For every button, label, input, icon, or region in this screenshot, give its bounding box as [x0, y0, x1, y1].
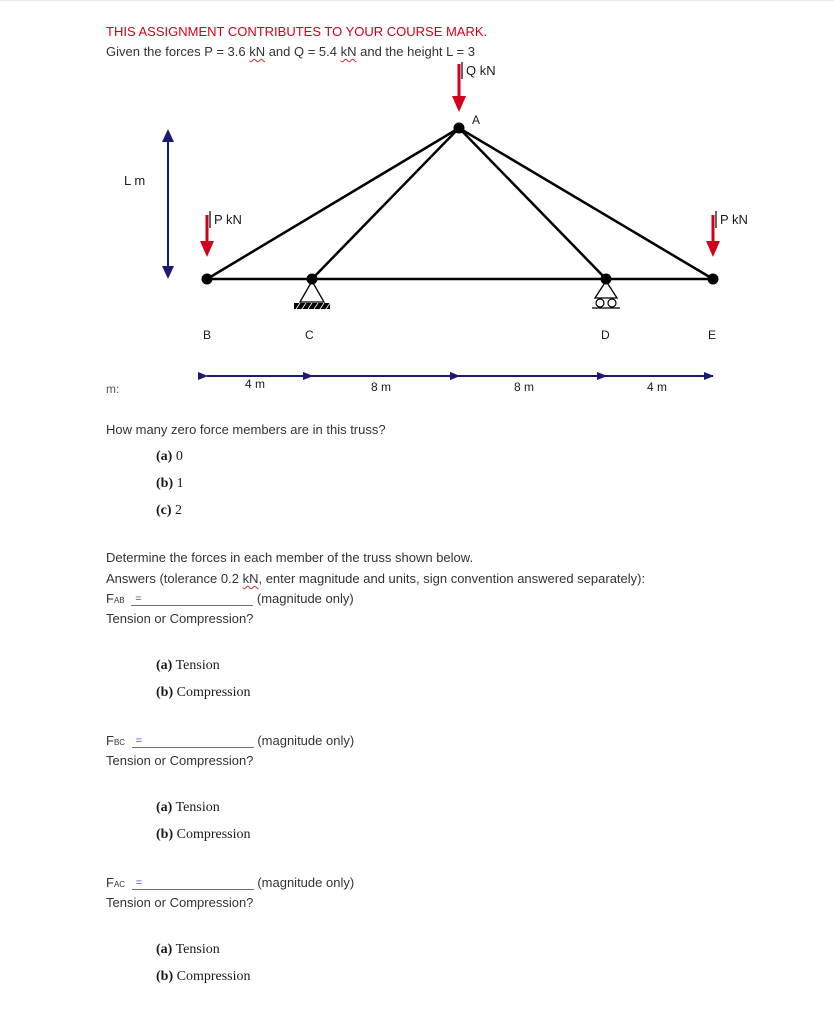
- member-ae: [459, 128, 713, 279]
- dim-label-4: 4 m: [647, 380, 668, 394]
- joint-c: [307, 274, 318, 285]
- fab-input[interactable]: =: [131, 591, 253, 606]
- fab-magnitude-note: (magnitude only): [256, 591, 354, 606]
- q1-option-c[interactable]: [156, 503, 182, 519]
- given-suffix: and the height L = 3: [356, 44, 475, 59]
- node-label-b: B: [203, 328, 212, 342]
- given-kn-2: kN: [340, 44, 357, 59]
- fac-row: [106, 875, 354, 890]
- given-kn-1: kN: [249, 44, 266, 59]
- fbc-input[interactable]: =: [132, 733, 254, 748]
- fab-option-tension[interactable]: (a) Tension: [156, 658, 220, 673]
- truss-members: [207, 128, 713, 279]
- course-mark-notice: THIS ASSIGNMENT CONTRIBUTES TO YOUR COURSE MARK.: [106, 24, 488, 39]
- fab-option-compression[interactable]: (b) Compression: [156, 685, 251, 700]
- zero-force-question: How many zero force members are in this truss?: [106, 422, 386, 437]
- fbc-row: [106, 733, 354, 748]
- node-label-d: D: [601, 328, 610, 342]
- fac-input[interactable]: =: [132, 875, 254, 890]
- node-label-e: E: [708, 328, 717, 342]
- joint-b: [202, 274, 213, 285]
- fbc-option-tension[interactable]: (a) Tension: [156, 800, 220, 815]
- load-q-arrow: [452, 62, 466, 112]
- height-label: L m: [124, 173, 146, 188]
- fbc-label: FBC: [106, 733, 126, 748]
- m-label: m:: [106, 382, 120, 396]
- load-p-right-label: P kN: [720, 212, 748, 227]
- joint-a: [454, 123, 465, 134]
- dim-label-3: 8 m: [514, 380, 535, 394]
- fac-option-compression[interactable]: (b) Compression: [156, 969, 251, 984]
- pin-support-c: [294, 281, 330, 309]
- q1-option-a-text: 0: [175, 449, 183, 464]
- fbc-option-compression[interactable]: (b) Compression: [156, 827, 251, 842]
- q1-option-b-text: 1: [176, 476, 184, 491]
- height-dimension-arrow: [162, 129, 174, 279]
- answers-instructions: [106, 571, 645, 586]
- given-mid: and Q = 5.4: [265, 44, 341, 59]
- load-p-right-arrow: [706, 211, 720, 257]
- answers-suffix: , enter magnitude and units, sign convention answered separately):: [258, 571, 646, 586]
- q1-option-b-key: (b): [156, 476, 174, 491]
- dim-label-2: 8 m: [371, 380, 392, 394]
- q1-option-a-key: (a): [156, 449, 173, 464]
- answers-kn: kN: [242, 571, 259, 586]
- load-q-label: Q kN: [466, 63, 496, 78]
- member-forces-intro: Determine the forces in each member of the truss shown below.: [106, 550, 474, 565]
- joint-e: [708, 274, 719, 285]
- given-prefix: Given the forces P = 3.6: [106, 44, 250, 59]
- roller-support-d: [592, 281, 620, 308]
- joint-d: [601, 274, 612, 285]
- load-p-left-arrow: [200, 211, 214, 257]
- load-p-left-label: P kN: [214, 212, 242, 227]
- dim-label-1: 4 m: [245, 377, 266, 391]
- fac-option-tension[interactable]: (a) Tension: [156, 942, 220, 957]
- fac-label: FAC: [106, 875, 126, 890]
- q1-option-c-text: 2: [175, 503, 183, 518]
- fbc-tension-question: Tension or Compression?: [106, 753, 254, 768]
- fab-row: [106, 591, 354, 606]
- q1-option-a[interactable]: [156, 449, 183, 465]
- fac-magnitude-note: (magnitude only): [257, 875, 355, 890]
- q1-option-c-key: (c): [156, 503, 172, 518]
- fab-tension-question: Tension or Compression?: [106, 611, 254, 626]
- node-label-c: C: [305, 328, 314, 342]
- fab-label: FAB: [106, 591, 125, 606]
- answers-prefix: Answers (tolerance 0.2: [106, 571, 243, 586]
- fac-tension-question: Tension or Compression?: [106, 895, 254, 910]
- q1-option-b[interactable]: [156, 476, 184, 492]
- truss-diagram: [0, 0, 834, 410]
- fbc-magnitude-note: (magnitude only): [257, 733, 355, 748]
- node-label-a: A: [472, 113, 481, 127]
